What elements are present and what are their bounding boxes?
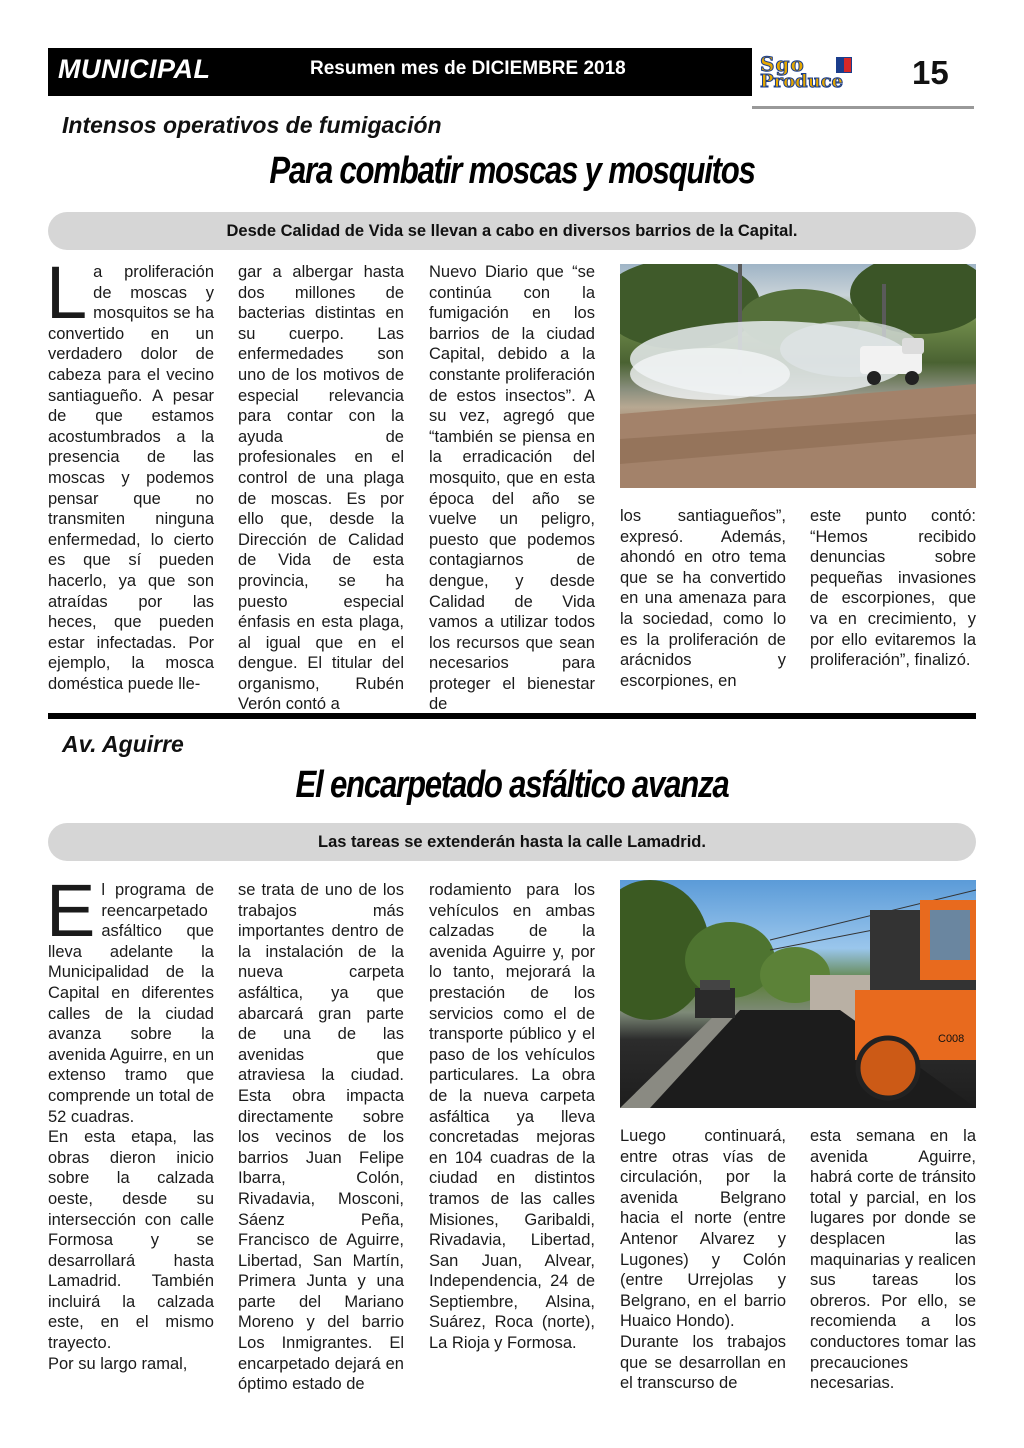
article1-column-4: los santiagueños”, expresó. Además, ahondó en otro tema que se ha convertido en una amenaza para la sociedad, como lo es la proliferación de arácnidos y escorpiones, en: [620, 507, 786, 690]
article1-kicker: Intensos operativos de fumigación: [62, 112, 442, 138]
article-divider: [48, 713, 976, 719]
logo-bottom-text: Produce: [760, 71, 844, 92]
article2-headline: El encarpetado asfáltico avanza: [295, 764, 729, 806]
header-rule: [752, 106, 974, 109]
article2-col4-paragraph-1: Luego continuará, entre otras vías de circulación, por la avenida Belgrano hacia el norte (entre Antenor Alvarez y Lugones) y Colón (entre Urrejolas y Belgrano, en el barrio Huaico Hondo).: [620, 1127, 786, 1331]
article1-column-3: Nuevo Diario que “se continúa con la fumigación en los barrios de la ciudad Capital, debido a la constante proliferación de estos insectos”. A su vez, agregó que “también se piensa en la erradicación del mosquito, que en esta época del año se vuelve un peligro, puesto que podemos contagiarnos de dengue, y desde Calidad de Vida vamos a utilizar todos los recursos que sean necesarios para proteger el bienestar de: [429, 263, 596, 714]
issue-summary: Resumen mes de DICIEMBRE 2018: [310, 58, 626, 79]
fumigation-scene: [620, 264, 976, 488]
article1-subtitle: Desde Calidad de Vida se llevan a cabo en diversos barrios de la Capital.: [48, 212, 976, 250]
article2-subtitle: Las tareas se extenderán hasta la calle Lamadrid.: [48, 823, 976, 861]
article2-dropcap: E: [46, 869, 96, 952]
logo-top-text: Sgo: [760, 52, 805, 76]
section-header-bar: [48, 48, 752, 96]
sgo-produce-logo: [760, 54, 900, 94]
article2-column-5: esta semana en la avenida Aguirre, habrá corte de tránsito total y parcial, en los lugares por donde se desplacen las maquinarias y realicen sus tareas los obreros. Por ello, se recomienda a los conductores tomar las precauciones necesarias.: [810, 1127, 976, 1393]
page-number: 15: [912, 54, 949, 91]
article1-column-2: gar a albergar hasta dos millones de bacterias distintas en su cuerpo. Las enfermedades son uno de los motivos de especial relevancia para contar con la ayuda de profesionales en el control de una plaga de moscas. Es por ello que, desde la Dirección de Calidad de Vida de esta provincia, se ha puesto especial énfasis en esta plaga, al igual que en el dengue. El titular del organismo, Rubén Verón contó a: [238, 263, 404, 714]
article2-col1-text: l programa de reencarpetado asfáltico que lleva adelante la Municipalidad de la Capital en diferentes calles de la ciudad avanza sobre la avenida Aguirre, en un extenso tramo que comprende un total de 52 cuadras.: [48, 881, 214, 1126]
article1-headline: Para combatir moscas y mosquitos: [269, 150, 755, 192]
article1-column-5: este punto contó: “Hemos recibido denuncias sobre pequeñas invasiones de escorpiones, que va en crecimiento, y por ello evitaremos la proliferación”, finalizó.: [810, 507, 976, 670]
article2-column-1: [46, 869, 214, 1374]
article2-column-2: se trata de uno de los trabajos más importantes dentro de la instalación de la nueva carpeta asfáltica, ya que abarcará gran parte de una de las avenidas que atraviesa la ciudad. Esta obra impacta directamente sobre los vecinos de los barrios Juan Felipe Ibarra, Colón, Rivadavia, Mosconi, Sáenz Peña, Francisco de Aguirre, Libertad, San Martín, Primera Junta y una parte del Mariano Moreno y del barrio Los Inmigrantes. El encarpetado dejará en óptimo estado de: [238, 881, 404, 1394]
article2-kicker: Av. Aguirre: [62, 731, 184, 757]
article1-column-1: [46, 251, 214, 694]
article1-dropcap: L: [46, 251, 88, 334]
asphalt-works-photo: [620, 880, 976, 1108]
asphalt-scene: [620, 880, 976, 1108]
article2-column-3: rodamiento para los vehículos en ambas calzadas de la avenida Aguirre y, por lo tanto, mejorará la prestación de los servicios como el de transporte público y el paso de los vehículos particulares. La obra de la nueva carpeta asfáltica ya lleva concretadas mejoras en 104 cuadras de la ciudad en distintos tramos de las calles Misiones, Garibaldi, Rivadavia, Libertad, San Juan, Alvear, Independencia, 24 de Septiembre, Alsina, Suárez, Roca (norte), La Rioja y Formosa.: [429, 881, 595, 1353]
article2-col1-paragraph-2: En esta etapa, las obras dieron inicio sobre la calzada oeste, desde su intersección con calle Formosa y se desarrollará hasta Lamadrid. También incluirá la calzada este, en el mismo trayecto.: [48, 1128, 214, 1353]
article2-column-4: [620, 1126, 786, 1394]
article2-col4-paragraph-2: Durante los trabajos que se desarrollan en el transcurso de: [620, 1332, 786, 1393]
section-title: MUNICIPAL: [58, 54, 211, 84]
article1-col1-text: a proliferación de moscas y mosquitos se ha convertido en un verdadero dolor de cabeza para el vecino santiagueño. A pesar de que estamos acostumbrados a la presencia de las moscas y podemos pensar que no transmiten ninguna enfermedad, lo cierto es que sí pueden hacerlo, ya que son atraídas por las heces, que pueden estar infectadas. Por ejemplo, la mosca doméstica puede lle-: [48, 263, 214, 693]
fumigation-photo: [620, 264, 976, 488]
roller-label: C008: [938, 1033, 965, 1045]
article2-col1-paragraph-3: Por su largo ramal,: [48, 1354, 188, 1373]
